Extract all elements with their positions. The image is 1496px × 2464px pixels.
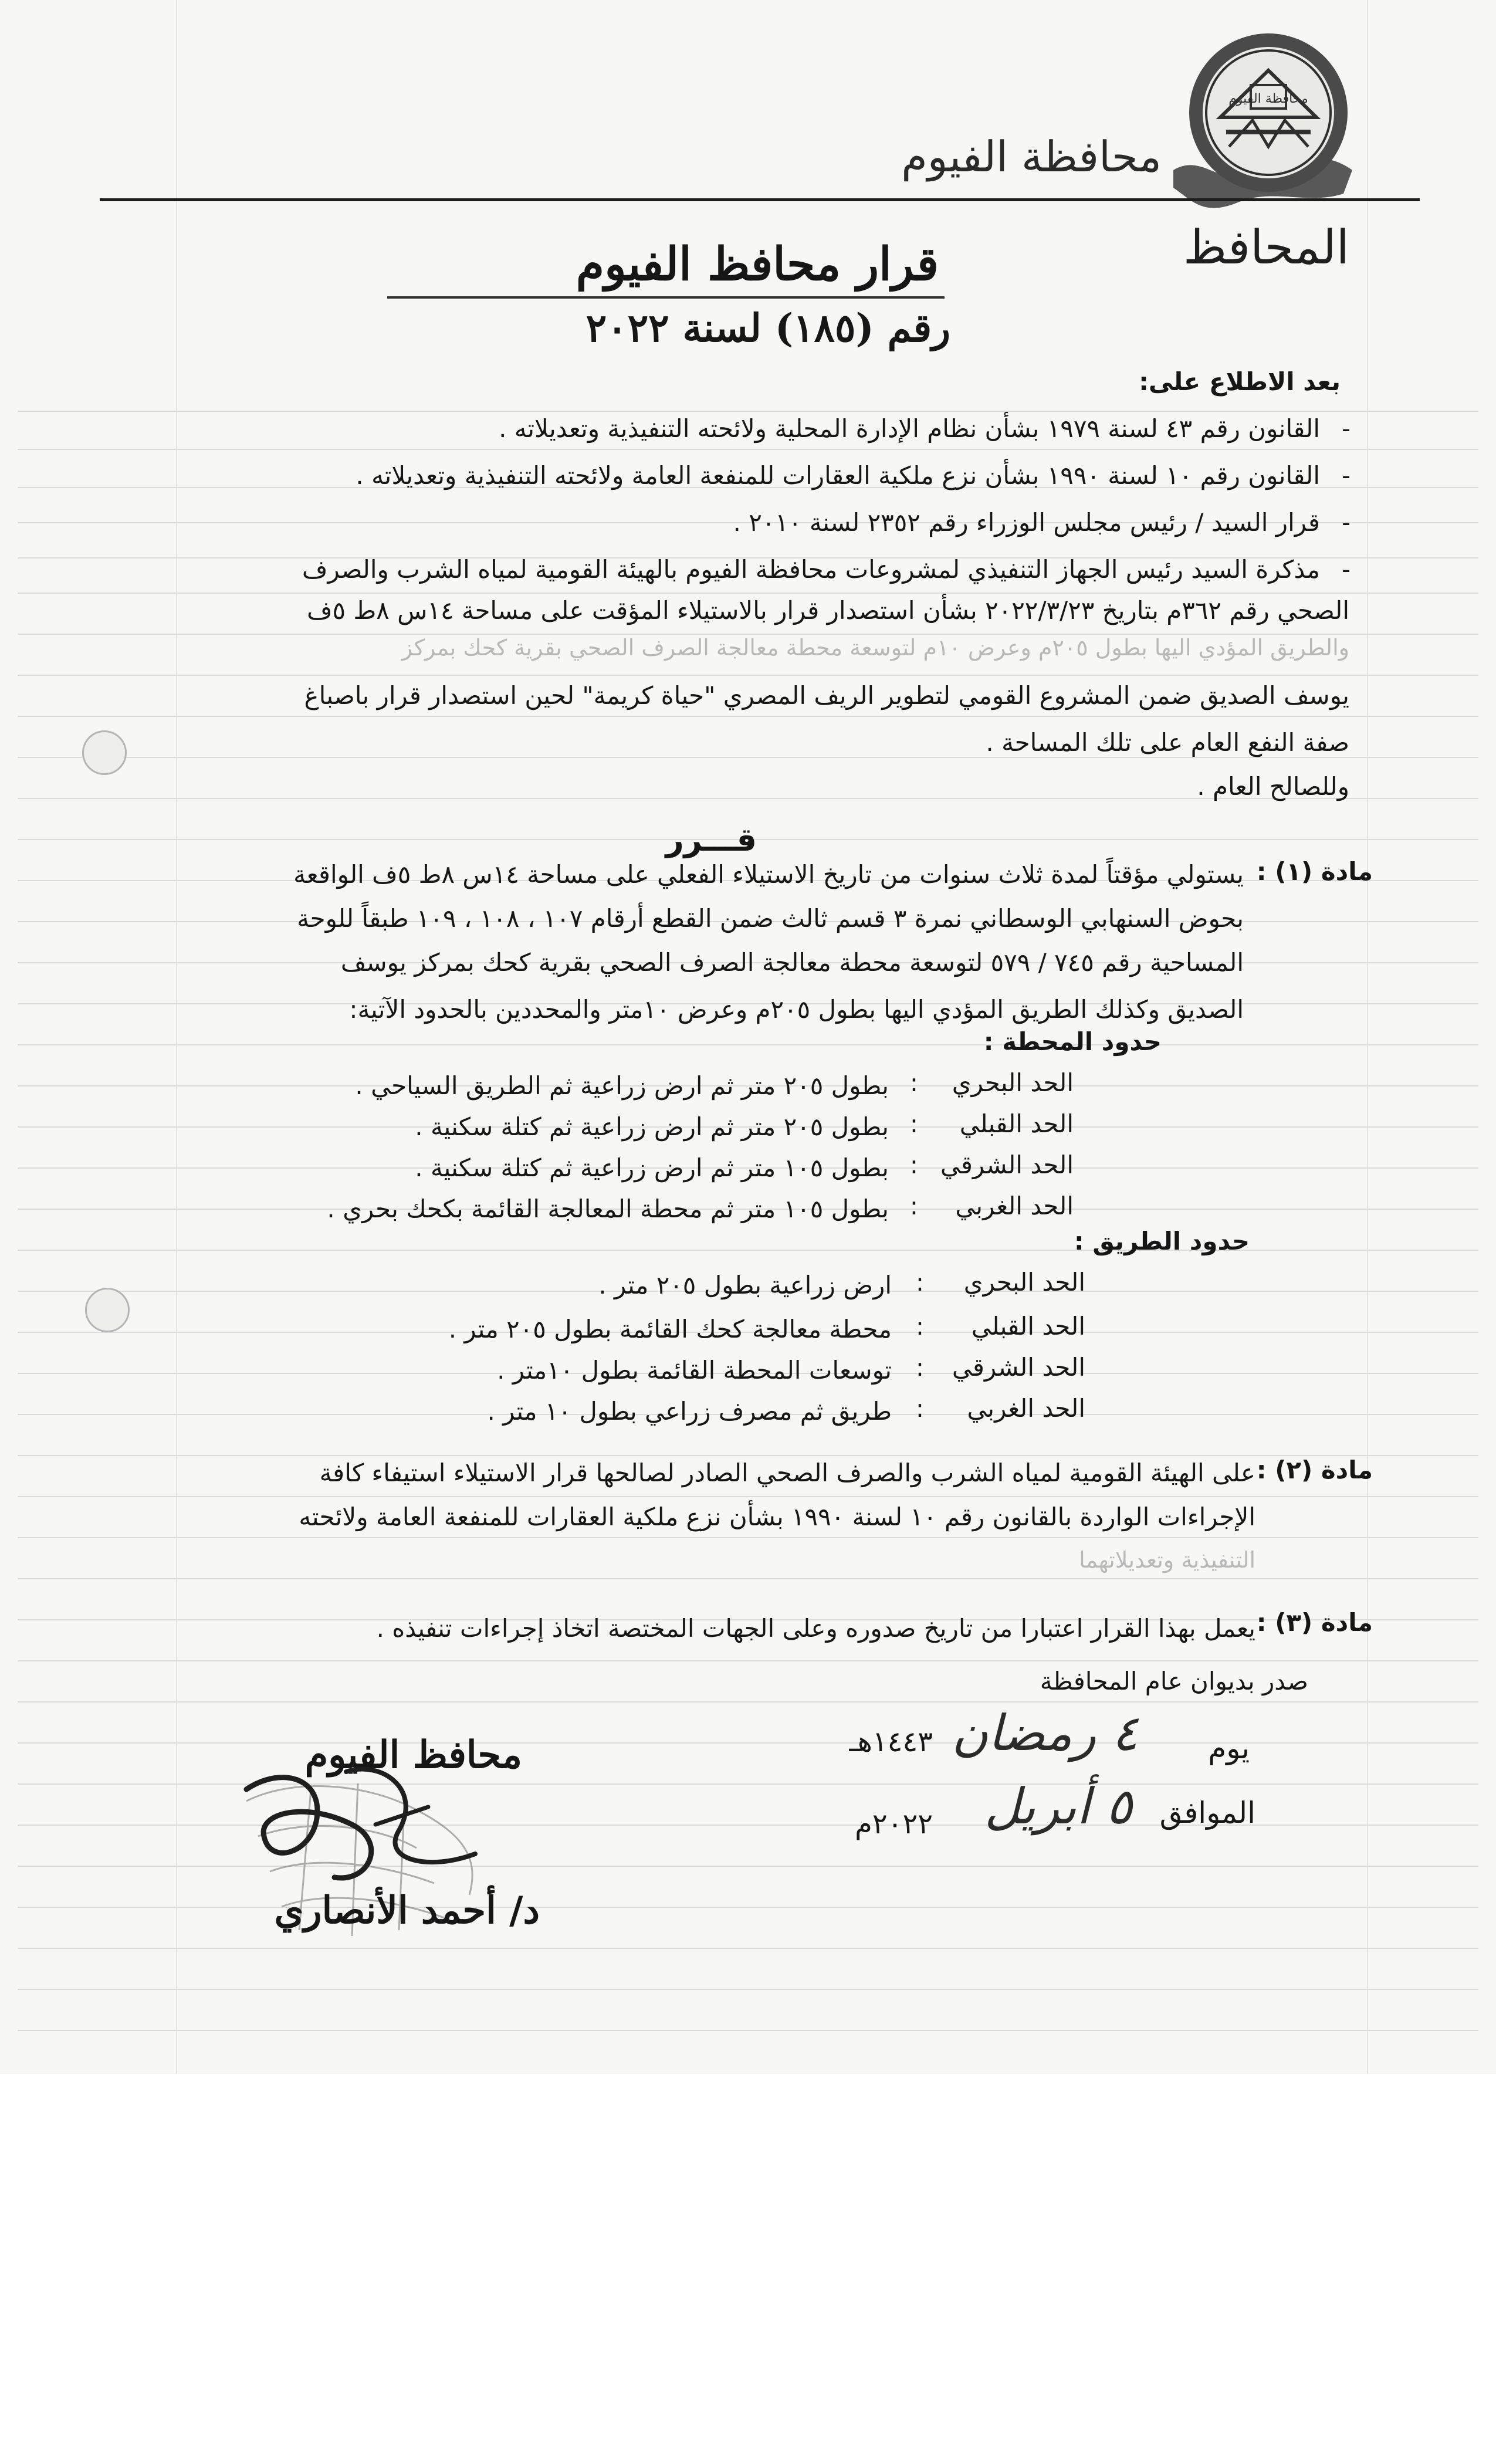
gregorian-date-handwritten: ٥ أبريل xyxy=(984,1778,1132,1835)
memo-line-faded: والطريق المؤدي اليها بطول ٢٠٥م وعرض ١٠م لتوسعة محطة معالجة الصرف الصحي بقرية كحك بمركز xyxy=(401,635,1349,661)
article-1-line: الصديق وكذلك الطريق المؤدي اليها بطول ٢٠٥م وعرض ١٠متر والمحددين بالحدود الآتية: xyxy=(349,995,1244,1024)
colon: : xyxy=(915,1312,924,1341)
ruled-line xyxy=(18,2030,1478,2031)
ruled-line xyxy=(18,675,1478,676)
governor-title: محافظ الفيوم xyxy=(304,1733,522,1777)
bullet-dash: - xyxy=(1341,414,1351,443)
ruled-line xyxy=(18,1537,1478,1538)
preamble-item: القانون رقم ٤٣ لسنة ١٩٧٩ بشأن نظام الإدارة المحلية ولائحته التنفيذية وتعديلاته . xyxy=(499,414,1320,443)
colon: : xyxy=(909,1109,918,1138)
station-bound-side: الحد الغربي xyxy=(955,1192,1074,1220)
colon: : xyxy=(915,1394,924,1423)
ruled-line xyxy=(18,1742,1478,1744)
ruled-line xyxy=(18,1660,1478,1661)
handwritten-signature-icon xyxy=(235,1754,487,1907)
station-bound-desc: بطول ١٠٥ متر ثم محطة المعالجة القائمة بكحك بحري . xyxy=(327,1194,889,1223)
ruled-line xyxy=(18,716,1478,717)
hijri-date-handwritten: ٤ رمضان xyxy=(952,1704,1138,1762)
preamble-item: مذكرة السيد رئيس الجهاز التنفيذي لمشروعات محافظة الفيوم بالهيئة القومية لمياه الشرب والصرف xyxy=(302,555,1320,584)
road-bound-desc: توسعات المحطة القائمة بطول ١٠متر . xyxy=(497,1356,892,1385)
hijri-date-prefix: يوم xyxy=(1208,1731,1250,1765)
road-bound-side: الحد القبلي xyxy=(971,1312,1085,1341)
preamble-closing: وللصالح العام . xyxy=(1197,772,1349,801)
article-2-label: مادة (٢) : xyxy=(1256,1456,1373,1484)
margin-line xyxy=(176,0,177,2074)
fayoum-governorate-seal-icon xyxy=(1185,29,1352,197)
road-bounds-heading: حدود الطريق : xyxy=(1074,1227,1250,1255)
road-bound-side: الحد الغربي xyxy=(967,1394,1085,1423)
gregorian-date-prefix: الموافق xyxy=(1159,1796,1255,1830)
issued-line: صدر بديوان عام المحافظة xyxy=(1040,1667,1308,1695)
ruled-line xyxy=(18,1044,1478,1045)
ruled-line xyxy=(18,1989,1478,1990)
header-rule xyxy=(100,198,1420,201)
bullet-dash: - xyxy=(1341,555,1351,584)
colon: : xyxy=(915,1268,924,1297)
station-bound-side: الحد الشرقي xyxy=(940,1150,1074,1179)
article-1-line: المساحية رقم ٧٤٥ / ٥٧٩ لتوسعة محطة معالجة الصرف الصحي بقرية كحك بمركز يوسف xyxy=(340,948,1244,977)
preamble-item: قرار السيد / رئيس مجلس الوزراء رقم ٢٣٥٢ لسنة ٢٠١٠ . xyxy=(733,508,1320,537)
station-bound-desc: بطول ١٠٥ متر ثم ارض زراعية ثم كتلة سكنية . xyxy=(415,1153,889,1182)
title-underline xyxy=(387,296,945,299)
colon: : xyxy=(909,1150,918,1179)
decree-title: قرار محافظ الفيوم xyxy=(576,238,939,291)
memo-line: صفة النفع العام على تلك المساحة . xyxy=(986,728,1349,757)
colon: : xyxy=(909,1068,918,1097)
ruled-line xyxy=(18,411,1478,412)
station-bound-desc: بطول ٢٠٥ متر ثم ارض زراعية ثم الطريق السياحي . xyxy=(355,1071,889,1100)
hijri-year: ١٤٤٣هـ xyxy=(849,1725,933,1758)
article-1-line: بحوض السنهابي الوسطاني نمرة ٣ قسم ثالث ضمن القطع أرقام ١٠٧ ، ١٠٨ ، ١٠٩ طبقاً للوحة xyxy=(297,904,1244,933)
article-3-text: يعمل بهذا القرار اعتبارا من تاريخ صدوره وعلى الجهات المختصة اتخاذ إجراءات تنفيذه . xyxy=(376,1614,1255,1643)
governor-label: المحافظ xyxy=(1183,220,1349,275)
road-bound-side: الحد البحري xyxy=(963,1268,1085,1297)
station-bound-side: الحد القبلي xyxy=(959,1109,1074,1138)
decree-number: رقم (١٨٥) لسنة ٢٠٢٢ xyxy=(585,305,950,351)
decision-heading: قـــرر xyxy=(665,821,757,858)
governorate-name: محافظة الفيوم xyxy=(901,132,1162,181)
punch-hole xyxy=(82,730,127,775)
article-3-label: مادة (٣) : xyxy=(1256,1608,1373,1637)
bullet-dash: - xyxy=(1341,508,1351,537)
margin-line xyxy=(1367,0,1368,2074)
road-bound-desc: طريق ثم مصرف زراعي بطول ١٠ متر . xyxy=(487,1397,892,1426)
bullet-dash: - xyxy=(1341,461,1351,490)
road-bound-side: الحد الشرقي xyxy=(952,1353,1085,1382)
article-2-line: الإجراءات الواردة بالقانون رقم ١٠ لسنة ١٩٩٠ بشأن نزع ملكية العقارات للمنفعة العامة ولائحته xyxy=(299,1502,1255,1531)
gregorian-year: ٢٠٢٢م xyxy=(855,1808,933,1840)
preamble-item: القانون رقم ١٠ لسنة ١٩٩٠ بشأن نزع ملكية العقارات للمنفعة العامة ولائحته التنفيذية وتعديلاته . xyxy=(356,461,1320,490)
article-2-line-faded: التنفيذية وتعديلاتهما xyxy=(1079,1547,1255,1573)
ruled-line xyxy=(18,1250,1478,1251)
memo-line: يوسف الصديق ضمن المشروع القومي لتطوير الريف المصري "حياة كريمة" لحين استصدار قرار باصباغ xyxy=(304,681,1349,710)
ruled-line xyxy=(18,1578,1478,1579)
station-bound-desc: بطول ٢٠٥ متر ثم ارض زراعية ثم كتلة سكنية . xyxy=(415,1112,889,1141)
ruled-line xyxy=(18,1496,1478,1497)
road-bound-desc: ارض زراعية بطول ٢٠٥ متر . xyxy=(598,1271,892,1299)
ruled-line xyxy=(18,1701,1478,1703)
colon: : xyxy=(909,1192,918,1220)
road-bound-desc: محطة معالجة كحك القائمة بطول ٢٠٥ متر . xyxy=(448,1315,892,1343)
ruled-line xyxy=(18,1948,1478,1949)
article-1-label: مادة (١) : xyxy=(1256,857,1373,886)
article-1-line: يستولي مؤقتاً لمدة ثلاث سنوات من تاريخ الاستيلاء الفعلي على مساحة ١٤س ٨ط ٥ف الواقعة xyxy=(293,860,1244,889)
colon: : xyxy=(915,1353,924,1382)
ruled-line xyxy=(18,593,1478,594)
seal-text: محافظة الفيوم xyxy=(1228,92,1308,106)
punch-hole xyxy=(85,1288,130,1332)
station-bound-side: الحد البحري xyxy=(952,1068,1074,1097)
memo-line: الصحي رقم ٣٦٢م بتاريخ ٢٠٢٢/٣/٢٣ بشأن استصدار قرار بالاستيلاء المؤقت على مساحة ١٤س ٨ط ٥ف xyxy=(306,596,1349,625)
ruled-line xyxy=(18,449,1478,450)
article-2-line: على الهيئة القومية لمياه الشرب والصرف الصحي الصادر لصالحها قرار الاستيلاء استيفاء كافة xyxy=(319,1458,1255,1487)
station-bounds-heading: حدود المحطة : xyxy=(983,1027,1162,1056)
preamble-heading: بعد الاطلاع على: xyxy=(1139,367,1341,396)
ruled-line xyxy=(18,757,1478,758)
governor-name: د/ أحمد الأنصاري xyxy=(274,1888,540,1932)
